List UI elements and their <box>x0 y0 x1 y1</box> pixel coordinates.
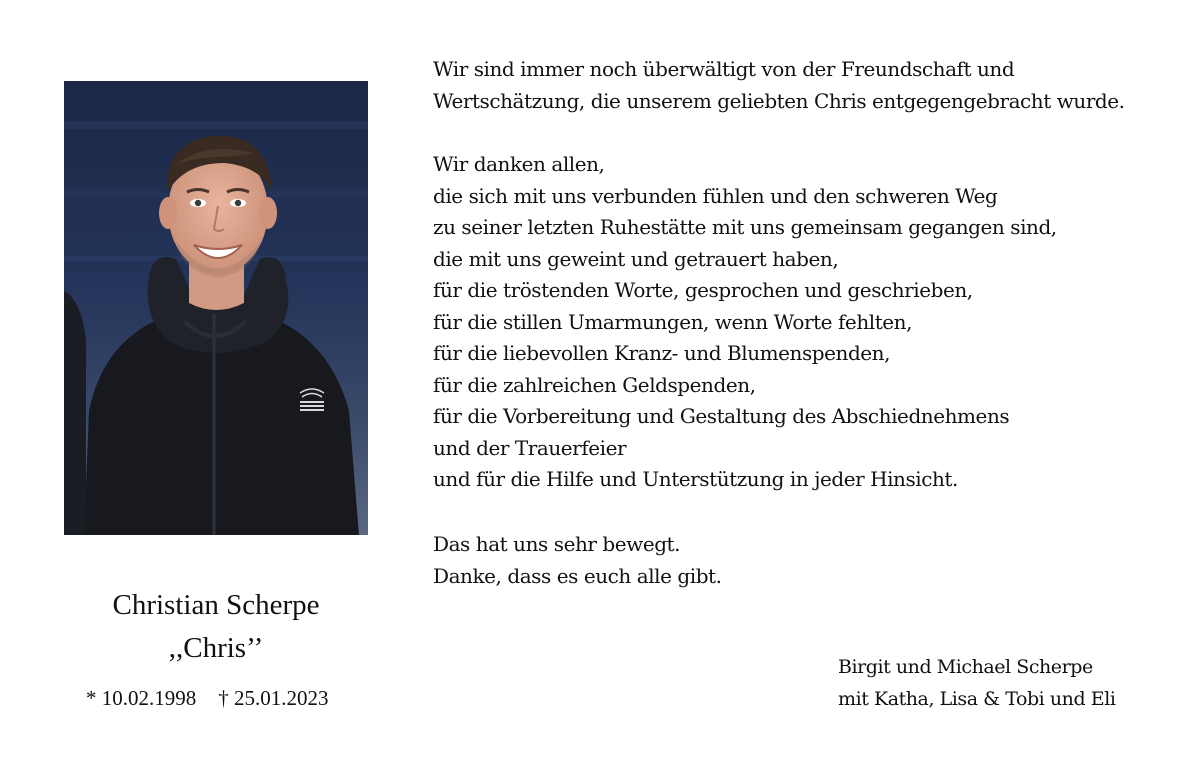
portrait-photo <box>64 81 368 535</box>
closing-paragraph <box>433 529 722 592</box>
text-line: die mit uns geweint und getrauert haben, <box>433 246 839 271</box>
text-line: für die liebevollen Kranz- und Blumenspenden, <box>433 341 891 365</box>
text-line: für die zahlreichen Geldspenden, <box>433 372 756 397</box>
signature-line: mit Katha, Lisa & Tobi und Eli <box>838 687 1116 710</box>
birth-date: * 10.02.1998 <box>86 686 197 710</box>
life-dates <box>86 686 329 711</box>
text-line: die sich mit uns verbunden fühlen und den schweren Weg <box>433 183 998 208</box>
text-line: Das hat uns sehr bewegt. <box>433 532 681 556</box>
text-line: Wir danken allen, <box>433 152 605 176</box>
thanks-paragraph <box>433 149 1057 496</box>
death-date: † 25.01.2023 <box>218 686 329 710</box>
text-line: zu seiner letzten Ruhestätte mit uns gemeinsam gegangen sind, <box>433 215 1057 239</box>
deceased-nickname: ,,Chris’’ <box>168 632 264 664</box>
text-line: Danke, dass es euch alle gibt. <box>433 563 722 588</box>
text-line: und für die Hilfe und Unterstützung in jeder Hinsicht. <box>433 467 958 491</box>
deceased-name: Christian Scherpe <box>112 589 320 621</box>
text-line: Wertschätzung, die unserem geliebten Chris entgegengebracht wurde. <box>433 88 1125 113</box>
text-line: Wir sind immer noch überwältigt von der Freundschaft und <box>433 57 1015 81</box>
intro-paragraph <box>433 54 1125 117</box>
text-line: für die tröstenden Worte, gesprochen und geschrieben, <box>433 278 973 302</box>
text-line: und der Trauerfeier <box>433 435 627 460</box>
text-line: für die stillen Umarmungen, wenn Worte fehlten, <box>433 309 913 334</box>
text-line: für die Vorbereitung und Gestaltung des Abschiednehmens <box>433 404 1010 428</box>
signature-line: Birgit und Michael Scherpe <box>838 656 1093 678</box>
signature-block <box>838 652 1115 715</box>
